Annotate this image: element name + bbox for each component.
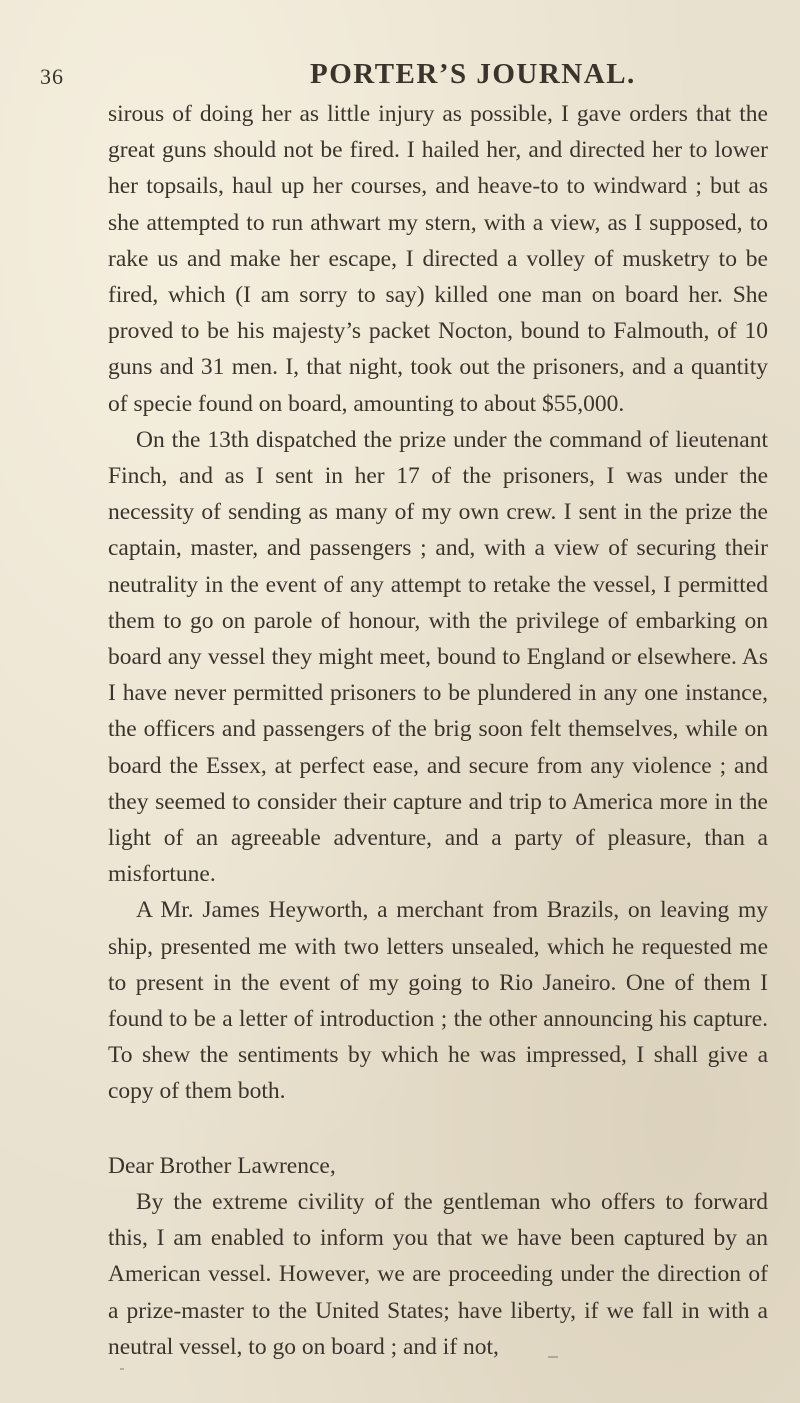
letter-body: By the extreme civility of the gentleman who offers to forward this, I am enabled to inform you that we have been captured by an American vessel. However, we are proceeding under the direction of a prize-master to the United States; have liberty, if we fall in with a neutral vessel, to go on board ; and if not, — [108, 1188, 768, 1360]
paper-speck — [548, 1356, 558, 1358]
paper-speck — [120, 1368, 124, 1370]
letter-salutation: Dear Brother Lawrence, — [108, 1152, 336, 1179]
paragraph-capture-of-nocton: sirous of doing her as little injury as possible, I gave orders that the great guns should not be fired. I hailed her, and directed her to lower her topsails, haul up her courses, and heave-to to windward ; but as she attempted to run athwart my stern, with a view, as I supposed, to rake us and make her escape, I directed a volley of musketry to be fired, which (I am sorry to say) killed one man on board her. She proved to be his majesty’s packet Nocton, bound to Falmouth, of 10 guns and 31 men. I, that night, took out the prisoners, and a quantity of specie found on board, amounting to about $55,000. — [108, 101, 768, 417]
journal-title: PORTER’S JOURNAL. — [310, 58, 636, 90]
running-head — [0, 52, 800, 92]
paragraph-dispatch-of-prize: On the 13th dispatched the prize under the command of lieutenant Finch, and as I sent in her 17 of the prisoners, I was under the necessity of sending as many of my own crew. I sent in the prize the captain, master, and passengers ; and, with a view of securing their neutrality in the event of any attempt to retake the vessel, I permitted them to go on parole of honour, with the privilege of embarking on board any vessel they might meet, bound to England or elsewhere. As I have never permitted prisoners to be plundered in any one instance, the officers and passengers of the brig soon felt themselves, while on board the Essex, at perfect ease, and secure from any violence ; and they seemed to consider their capture and trip to America more in the light of an agreeable adventure, and a party of pleasure, than a misfortune. — [108, 426, 768, 888]
page-number: 36 — [40, 64, 64, 89]
body-text — [108, 96, 768, 1365]
paragraph-heyworth-letters: A Mr. James Heyworth, a merchant from Brazils, on leaving my ship, presented me with two letters unsealed, which he requested me to present in the event of my going to Rio Janeiro. One of them I found to be a letter of introduction ; the other announcing his capture. To shew the sentiments by which he was impressed, I shall give a copy of them both. — [108, 897, 768, 1105]
